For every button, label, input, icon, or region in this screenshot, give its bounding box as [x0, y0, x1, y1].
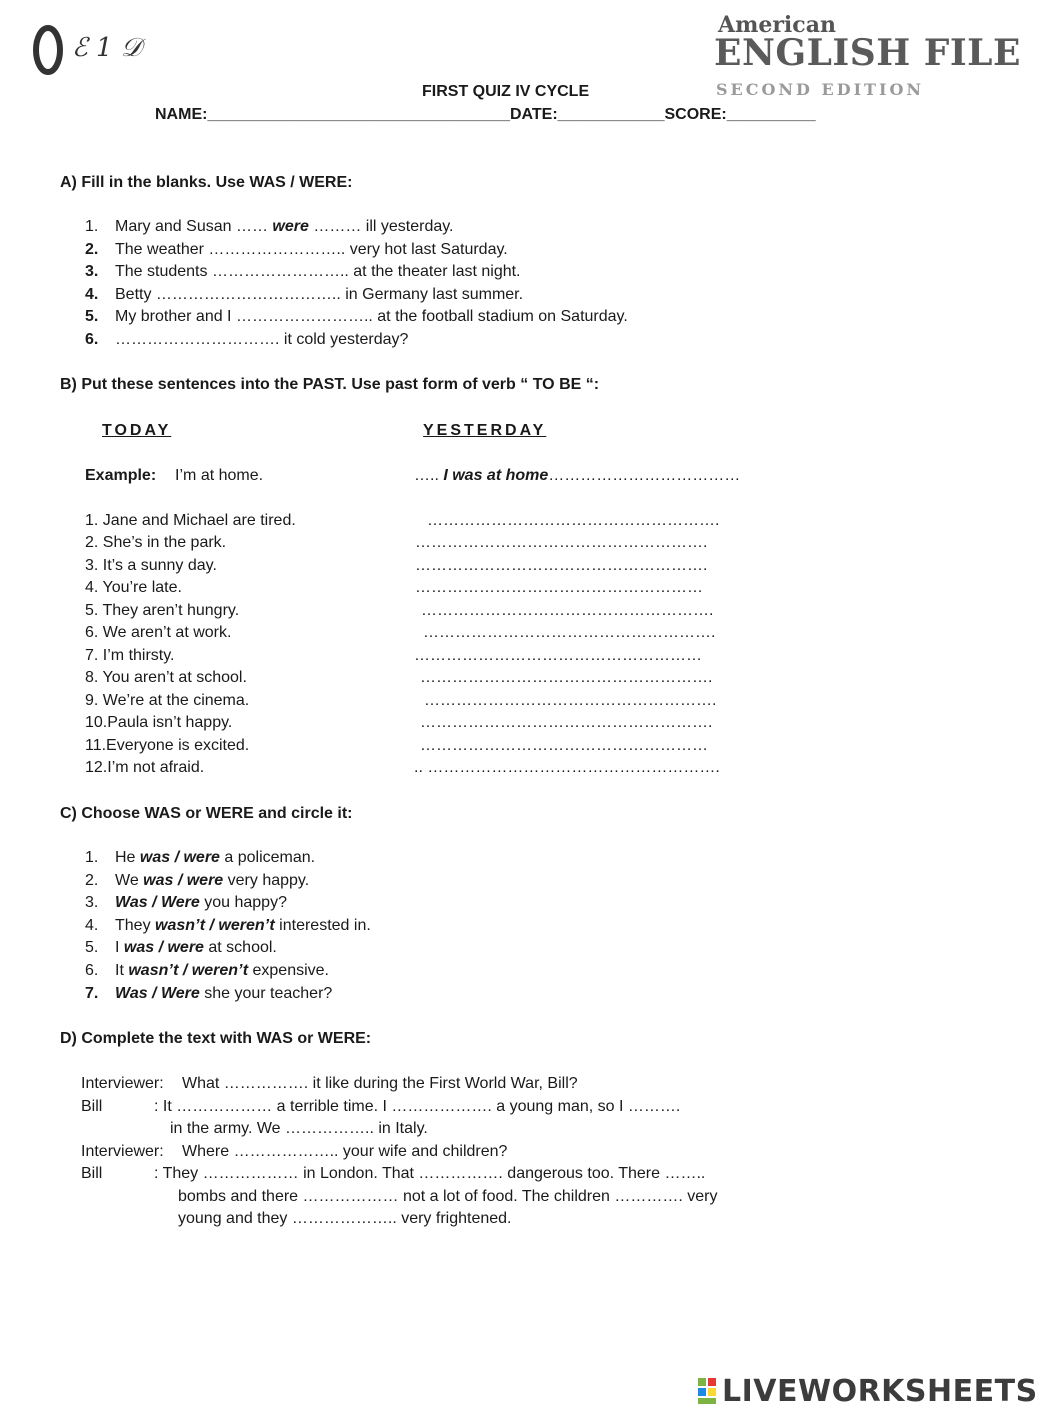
name-date-score-line: NAME:__________________________________DATE:____________SCORE:__________: [155, 106, 816, 123]
brand-english-file: ENGLISH FILE: [714, 32, 1021, 74]
answer-blank[interactable]: ……………………………………………….: [420, 714, 713, 731]
today-sentence: 11.Everyone is excited.: [85, 737, 250, 754]
answer-blank[interactable]: ……………………………………………….: [415, 534, 708, 551]
section-c-item: 4. They wasn’t / weren’t interested in.: [85, 917, 371, 934]
answer-blank[interactable]: ……………………………………………….: [415, 557, 708, 574]
fill-blank-sentence: The weather …………………….. very hot last Saturday.: [115, 241, 508, 258]
today-sentence: 6. We aren’t at work.: [85, 624, 232, 641]
dialogue-speaker: Bill: [81, 1098, 103, 1115]
section-b-title: B) Put these sentences into the PAST. Use past form of verb “ TO BE “:: [60, 376, 600, 393]
fill-blank-sentence: Betty …………………………….. in Germany last summer.: [115, 286, 524, 303]
dialogue-speaker: Interviewer:: [81, 1075, 164, 1092]
dialogue-text[interactable]: : It ……………… a terrible time. I ………………. a young man, so I ……….: [154, 1098, 681, 1115]
item-number: 6.: [85, 331, 99, 348]
answer-blank[interactable]: ……………………………………………….: [420, 669, 713, 686]
section-a-item: 1. Mary and Susan …… were ……… ill yesterday.: [85, 218, 454, 235]
example-label: Example:: [85, 467, 157, 484]
dialogue-text[interactable]: in the army. We …………….. in Italy.: [170, 1120, 428, 1137]
fill-blank-sentence: My brother and I …………………….. at the football stadium on Saturday.: [115, 308, 628, 325]
answer-blank[interactable]: ………………………………………………: [420, 737, 708, 754]
today-sentence: 7. I’m thirsty.: [85, 647, 175, 664]
section-a-item: [85, 307, 628, 327]
today-sentence: 8. You aren’t at school.: [85, 669, 247, 686]
section-c-item: 3. Was / Were you happy?: [85, 894, 287, 911]
dialogue-text[interactable]: bombs and there ……………… not a lot of food. The children …………. very: [178, 1188, 718, 1205]
example-answer: were: [272, 218, 309, 235]
today-sentence: 3. It’s a sunny day.: [85, 557, 217, 574]
today-sentence: 2. She’s in the park.: [85, 534, 227, 551]
section-c-item: 6. It wasn’t / weren’t expensive.: [85, 962, 329, 979]
was-were-choice[interactable]: was / were: [139, 849, 220, 866]
dialogue-speaker: Bill: [81, 1165, 103, 1182]
today-sentence: 12.I’m not afraid.: [85, 759, 205, 776]
section-a-item: [85, 262, 521, 282]
section-a-title: A) Fill in the blanks. Use WAS / WERE:: [60, 174, 353, 191]
column-today-header: TODAY: [102, 422, 172, 439]
today-sentence: 10.Paula isn’t happy.: [85, 714, 233, 731]
item-number: 1.: [85, 218, 99, 235]
item-number: 4.: [85, 286, 99, 303]
liveworksheets-brand: LIVEWORKSHEETS: [722, 1374, 1038, 1409]
section-a-item: [85, 240, 508, 260]
was-were-choice[interactable]: Was / Were: [115, 985, 200, 1002]
fill-blank-sentence: The students …………………….. at the theater last night.: [115, 263, 521, 280]
item-number: 5.: [85, 308, 99, 325]
today-sentence: 4. You’re late.: [85, 579, 182, 596]
answer-blank[interactable]: .. ……………………………………………….: [414, 759, 720, 776]
fill-blank-sentence: …………………………. it cold yesterday?: [115, 331, 409, 348]
example-row: [85, 466, 263, 486]
column-yesterday-header: YESTERDAY: [423, 422, 547, 439]
section-c-item: 1. He was / were a policeman.: [85, 849, 316, 866]
brand-second-edition: SECOND EDITION: [716, 80, 924, 99]
ceid-logo-graphic: [30, 8, 160, 78]
answer-blank[interactable]: ……………………………………………….: [427, 512, 720, 529]
was-were-choice[interactable]: wasn’t / weren’t: [128, 962, 249, 979]
ceid-logo: [30, 8, 160, 78]
answer-blank[interactable]: ………………………………………………: [415, 579, 703, 596]
section-c-item: 2. We was / were very happy.: [85, 872, 310, 889]
dialogue-text[interactable]: young and they ……………….. very frightened.: [178, 1210, 512, 1227]
answer-blank[interactable]: ……………………………………………….: [424, 692, 717, 709]
example-today: I’m at home.: [175, 467, 264, 484]
section-c-title: C) Choose WAS or WERE and circle it:: [60, 805, 353, 822]
answer-blank[interactable]: ……………………………………………….: [421, 602, 714, 619]
quiz-title: FIRST QUIZ IV CYCLE: [422, 83, 590, 100]
item-number: 2.: [85, 241, 99, 258]
dialogue-text[interactable]: What ……………. it like during the First World War, Bill?: [182, 1075, 578, 1092]
svg-text:ℰ 1 𝒟: ℰ 1 𝒟: [72, 33, 142, 63]
dialogue-text[interactable]: : They ……………… in London. That ……………. dangerous too. There ……..: [154, 1165, 706, 1182]
was-were-choice[interactable]: Was / Were: [115, 894, 200, 911]
was-were-choice[interactable]: wasn’t / weren’t: [155, 917, 275, 934]
today-sentence: 1. Jane and Michael are tired.: [85, 512, 296, 529]
section-c-item: 7. Was / Were she your teacher?: [85, 985, 333, 1002]
was-were-choice[interactable]: was / were: [123, 939, 204, 956]
example-answer: I was at home: [443, 467, 549, 484]
today-sentence: 5. They aren’t hungry.: [85, 602, 240, 619]
was-were-choice[interactable]: was / were: [143, 872, 224, 889]
section-c-item: 5. I was / were at school.: [85, 939, 277, 956]
example-answer-row: ….. I was at home………………………………: [414, 467, 741, 484]
dialogue-speaker: Interviewer:: [81, 1143, 164, 1160]
answer-blank[interactable]: ………………………………………………: [414, 647, 702, 664]
today-sentence: 9. We’re at the cinema.: [85, 692, 250, 709]
section-d-title: D) Complete the text with WAS or WERE:: [60, 1030, 372, 1047]
section-a-item: [85, 330, 408, 350]
dialogue-text[interactable]: Where ……………….. your wife and children?: [182, 1143, 508, 1160]
section-a-item: [85, 285, 523, 305]
brand-american: American: [718, 12, 836, 38]
item-number: 3.: [85, 263, 99, 280]
answer-blank[interactable]: ……………………………………………….: [423, 624, 716, 641]
